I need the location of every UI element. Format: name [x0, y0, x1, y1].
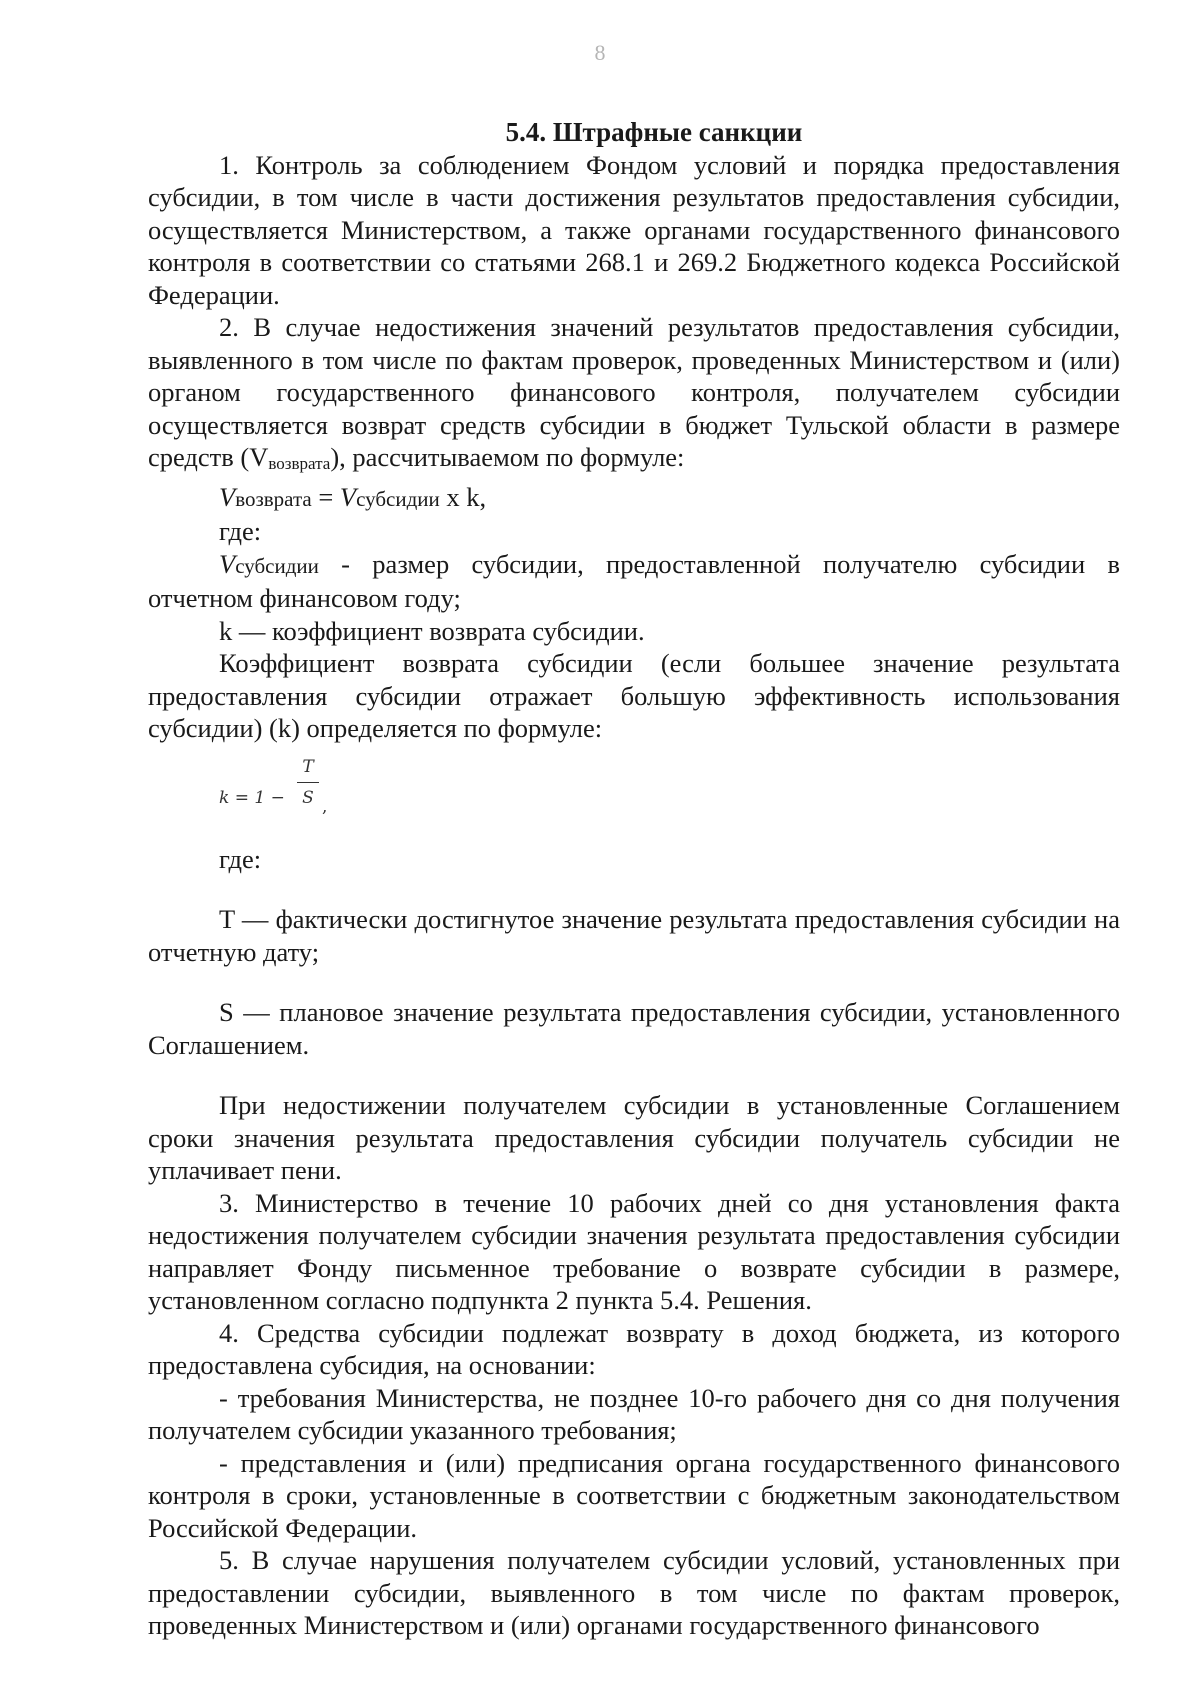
formula-v2: V: [339, 481, 357, 512]
definition-s: S — плановое значение результата предоставления субсидии, установленного Соглашением.: [148, 997, 1120, 1060]
paragraph-4-item-a: - требования Министерства, не позднее 10-го рабочего дня со дня получения получателем субсидии указанного требования;: [148, 1382, 1120, 1445]
formula-k-lhs: k = 1 −: [219, 787, 285, 808]
def-v-text: - размер субсидии, предоставленной получателю субсидии в отчетном финансовом году;: [148, 548, 1120, 613]
where-label-1: где:: [219, 516, 262, 546]
definition-k: k — коэффициент возврата субсидии.: [219, 615, 645, 646]
formula-v1: V: [219, 481, 236, 512]
formula-v-return: [148, 481, 1120, 516]
where-label-2: где:: [219, 843, 262, 874]
formula-v2-sub: субсидии: [356, 486, 440, 511]
formula-k-denominator: S: [302, 787, 314, 808]
paragraph-2-subscript: возврата: [268, 454, 331, 473]
paragraph-2: [148, 311, 1120, 481]
formula-v1-sub: возврата: [235, 486, 312, 511]
paragraph-2-tail: ), рассчитываемом по формуле:: [330, 442, 685, 472]
def-v-sub: субсидии: [235, 553, 319, 578]
paragraph-3: 3. Министерство в течение 10 рабочих дней со дня установления факта недостижения получателем субсидии значения результата предоставления субсидии направляет Фонду письменное требование о возврате субсидии в размере, установленном согласно подпункта 2 пункта 5.4. Решения.: [148, 1187, 1120, 1315]
paragraph-5: 5. В случае нарушения получателем субсидии условий, установленных при предоставлении субсидии, выявленного в том числе по фактам проверок, проведенных Министерством и (или) органами государственного финансового: [148, 1545, 1120, 1640]
formula-eq: =: [311, 481, 340, 512]
section-heading: 5.4. Штрафные санкции: [505, 117, 803, 147]
formula-k-numerator: T: [302, 756, 314, 777]
paragraph-1: 1. Контроль за соблюдением Фондом условий и порядка предоставления субсидии, в том числе в части достижения результатов предоставления субсидии, осуществляется Министерством, а также органами государственного финансового контроля в соответствии со статьями 268.1 и 269.2 Бюджетного кодекса Российской Федерации.: [148, 149, 1120, 310]
paragraph-4-item-b: - представления и (или) предписания органа государственного финансового контроля в сроки, установленные в соответствии с бюджетным законодательством Российской Федерации.: [148, 1447, 1120, 1543]
paragraph-coefficient: Коэффициент возврата субсидии (если большее значение результата предоставления субсидии отражает большую эффективность использования субсидии) (k) определяется по формуле:: [148, 648, 1120, 743]
formula-tail: x k,: [439, 481, 487, 512]
formula-k-fraction: [297, 755, 319, 810]
page-number: 8: [594, 40, 606, 65]
formula-k-comma: ,: [322, 796, 328, 817]
definition-v-subsidy: [148, 548, 1120, 615]
def-v-symbol: V: [219, 548, 236, 579]
paragraph-penalty: При недостижении получателем субсидии в установленные Соглашением сроки значения результата предоставления субсидии получатель субсидии не уплачивает пени.: [148, 1090, 1120, 1185]
definition-t: T — фактически достигнутое значение результата предоставления субсидии на отчетную дату;: [148, 904, 1120, 967]
document-body: [148, 116, 1120, 1642]
paragraph-4: 4. Средства субсидии подлежат возврату в доход бюджета, из которого предоставлена субсидия, на основании:: [148, 1317, 1120, 1380]
formula-k: [219, 755, 1120, 829]
paragraph-2-text: 2. В случае недостижения значений результатов предоставления субсидии, выявленного в том числе по фактам проверок, проведенных Министерством и (или) органом государственного финансового контроля, получателем субсидии осуществляется возврат средств субсидии в бюджет Тульской области в размере средств (V: [148, 312, 1120, 472]
fraction-bar: [297, 782, 319, 783]
